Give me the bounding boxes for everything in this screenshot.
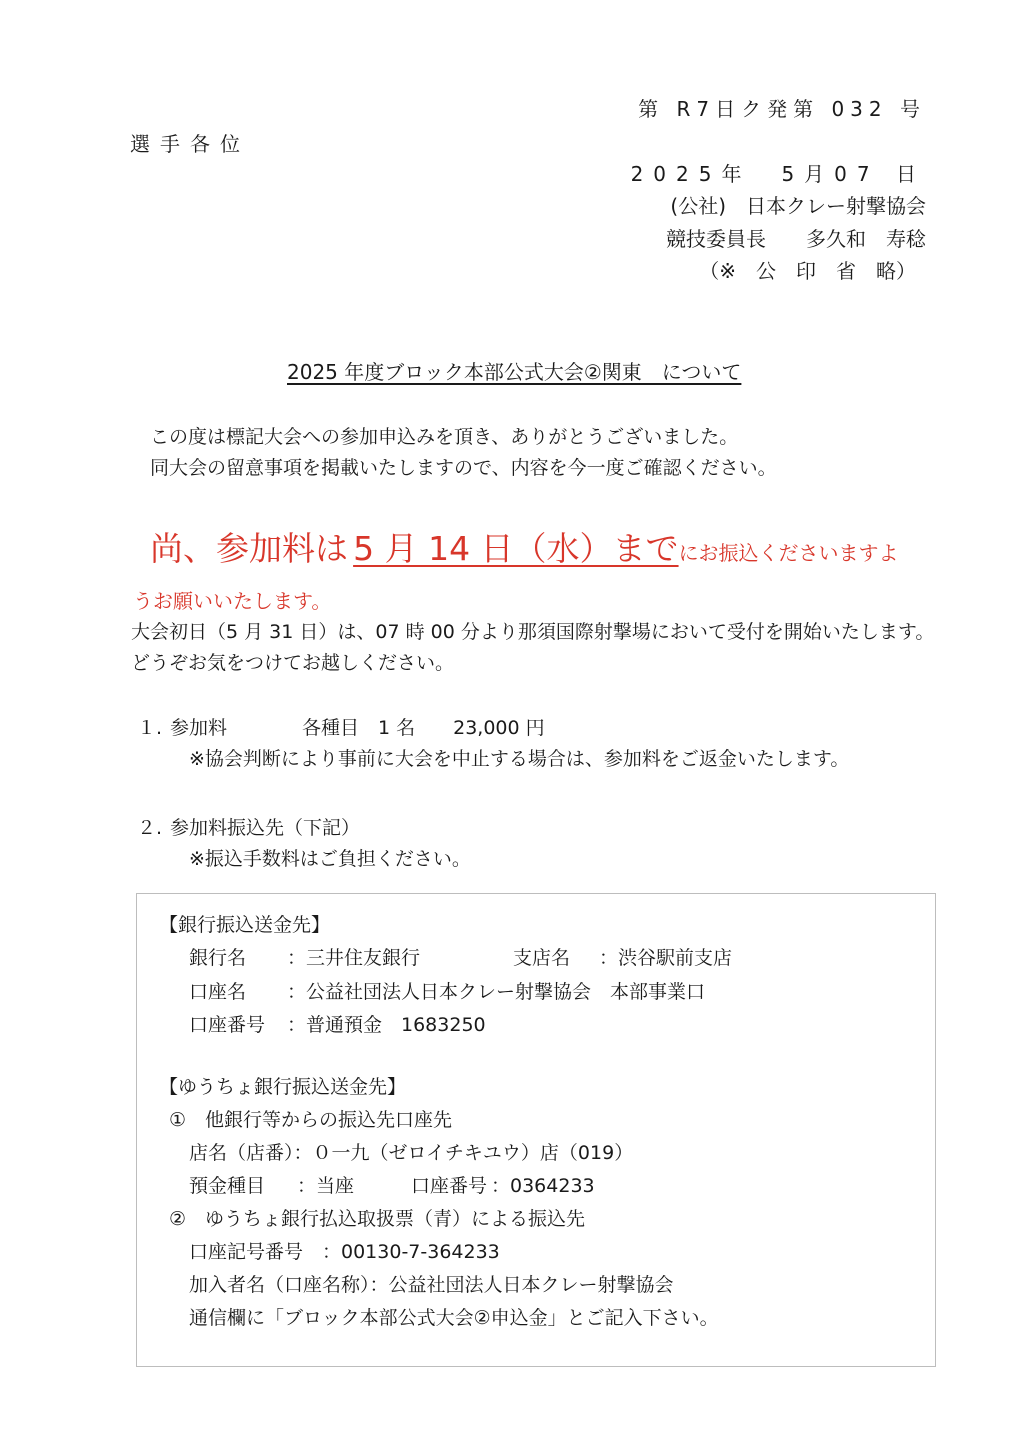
section-2-fee-note: ※振込手数料はご負担ください。 (189, 848, 471, 870)
seal-omitted-note: （※ 公 印 省 略） (699, 259, 916, 283)
bank-name-label: 銀行名 (189, 947, 247, 969)
account-number-value: ：普通預金 1683250 (287, 1014, 486, 1036)
account-number-label: 口座番号 (189, 1014, 266, 1036)
reception-line-1: 大会初日（5 月 31 日）は、07 時 00 分より那須国際射撃場において受付を開始いたします。 (131, 621, 935, 643)
notice-prefix: 尚、参加料は (150, 529, 348, 568)
intro-line-1: この度は標記大会への参加申込みを頂き、ありがとうございました。 (150, 426, 739, 448)
yucho-item-2-title: ② ゆうちょ銀行払込取扱票（青）による振込先 (169, 1208, 586, 1230)
account-name-label: 口座名 (189, 981, 247, 1003)
document-number: 第 R7日ク発第 032 号 (638, 97, 926, 121)
intro-line-2: 同大会の留意事項を掲載いたしますので、内容を今一度ご確認ください。 (150, 457, 777, 479)
reception-line-2: どうぞお気をつけてお越しください。 (131, 652, 455, 674)
section-2-number: ２. (137, 817, 163, 839)
bank-name-value: ：三井住友銀行 (287, 947, 421, 969)
yucho-item-1-title: ① 他銀行等からの振込先口座先 (169, 1109, 453, 1131)
yucho-item-1-account-label: 口座番号 (411, 1175, 488, 1197)
section-1-number: １. (137, 717, 163, 739)
account-name-value: ：公益社団法人日本クレー射撃協会 本部事業口 (287, 981, 706, 1003)
section-2-label: 参加料振込先（下記） (170, 817, 361, 839)
yucho-item-2-memo: 通信欄に「ブロック本部公式大会②申込金」とご記入下さい。 (189, 1307, 719, 1329)
yucho-heading: 【ゆうちょ銀行振込送金先】 (159, 1076, 407, 1098)
branch-name-value: ：渋谷駅前支店 (599, 947, 733, 969)
yucho-item-1-account-value: ：0364233 (491, 1175, 595, 1197)
section-1-label: 参加料 (170, 717, 228, 739)
document-title: 2025 年度ブロック本部公式大会②関東 について (287, 360, 742, 384)
bank-heading: 【銀行振込送金先】 (159, 914, 331, 936)
yucho-item-1-type-value: ：当座 (297, 1175, 355, 1197)
notice-line-2: うお願いいたします。 (133, 589, 332, 613)
branch-name-label: 支店名 (513, 947, 571, 969)
section-1-refund-note: ※協会判断により事前に大会を中止する場合は、参加料をご返金いたします。 (189, 748, 850, 770)
yucho-item-2-code: 口座記号番号 ：00130-7-364233 (189, 1241, 500, 1263)
payment-deadline-notice (150, 527, 899, 571)
notice-deadline: 5 月 14 日（水）まで (353, 529, 679, 568)
issue-date: 2025年 5月07 日 (630, 162, 926, 186)
organization-name: (公社) 日本クレー射撃協会 (670, 194, 926, 218)
yucho-item-1-store: 店名（店番）：０一九（ゼロイチキユウ）店（019） (189, 1142, 634, 1164)
notice-suffix: にお振込くださいますよ (678, 541, 899, 565)
yucho-item-1-type-label: 預金種目 (189, 1175, 266, 1197)
sender-name: 競技委員長 多久和 寿稔 (666, 227, 926, 251)
transfer-info-box (136, 893, 936, 1367)
recipient: 選手各位 (130, 132, 250, 156)
section-1-fee-detail: 各種目 1 名 23,000 円 (302, 717, 545, 739)
yucho-item-2-holder: 加入者名（口座名称）：公益社団法人日本クレー射撃協会 (189, 1274, 674, 1296)
